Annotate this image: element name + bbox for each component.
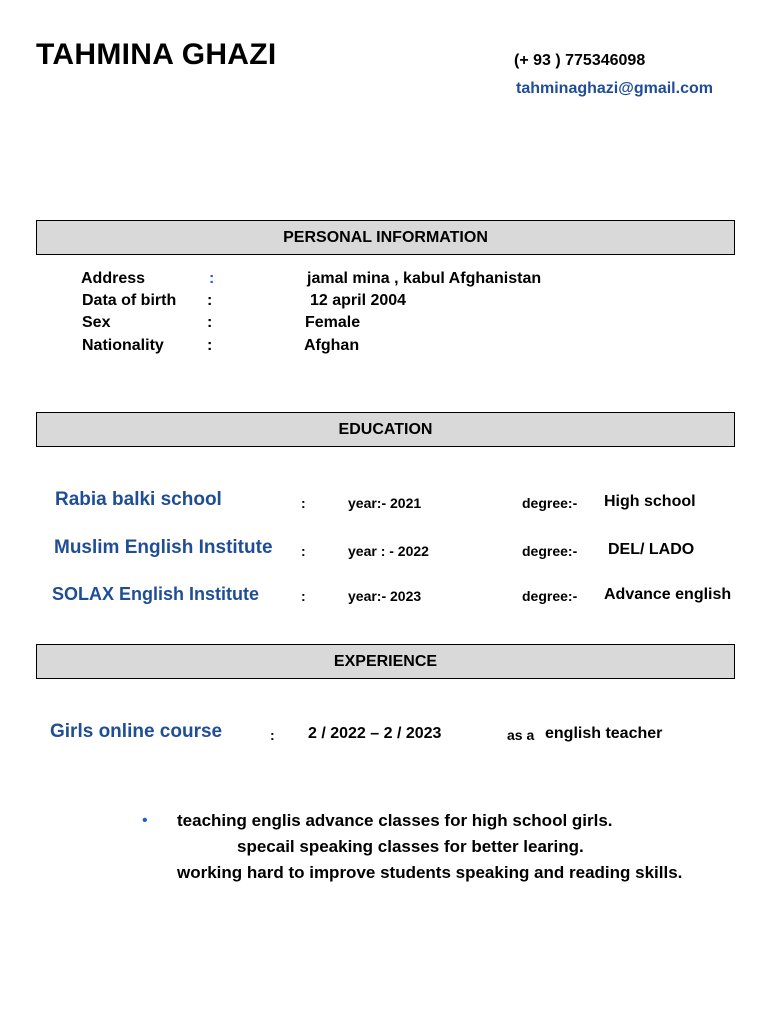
education-colon: : (301, 588, 306, 604)
section-header-education (36, 412, 735, 447)
education-degree-label: degree:- (522, 588, 578, 604)
section-header-personal (36, 220, 735, 255)
education-degree: Advance english (604, 586, 732, 603)
sex-label: Sex (82, 314, 111, 331)
education-degree: High school (604, 493, 696, 510)
dob-value: 12 april 2004 (310, 292, 407, 309)
address-colon: : (209, 270, 215, 287)
education-institution: SOLAX English Institute (52, 584, 260, 604)
duty-line: teaching englis advance classes for high school girls. (177, 811, 613, 830)
address-label: Address (81, 270, 146, 287)
section-title: EXPERIENCE (333, 652, 438, 670)
experience-colon: : (270, 727, 275, 743)
duty-line: working hard to improve students speaking and reading skills. (177, 863, 683, 882)
education-colon: : (301, 543, 306, 559)
dob-label: Data of birth (82, 292, 177, 309)
education-degree-label: degree:- (522, 495, 578, 511)
education-colon: : (301, 495, 306, 511)
nationality-colon: : (207, 337, 213, 354)
education-degree-label: degree:- (522, 543, 578, 559)
experience-title: Girls online course (50, 721, 223, 742)
education-year: year:- 2023 (348, 588, 422, 604)
bullet-icon: • (142, 812, 148, 829)
section-header-experience (36, 644, 735, 679)
section-title: PERSONAL INFORMATION (283, 228, 488, 246)
email-address[interactable]: tahminaghazi@gmail.com (516, 80, 713, 97)
nationality-label: Nationality (82, 337, 164, 354)
experience-role-prefix: as a (507, 727, 535, 743)
education-institution: Rabia balki school (55, 489, 222, 510)
education-year: year:- 2021 (348, 495, 422, 511)
sex-value: Female (305, 314, 361, 331)
education-institution: Muslim English Institute (54, 537, 273, 558)
experience-period: 2 / 2022 – 2 / 2023 (308, 725, 442, 742)
nationality-value: Afghan (304, 337, 360, 354)
experience-role: english teacher (545, 725, 663, 742)
education-year: year : - 2022 (348, 543, 429, 559)
address-value: jamal mina , kabul Afghanistan (307, 270, 542, 287)
phone-number: (+ 93 ) 775346098 (514, 52, 646, 69)
dob-colon: : (207, 292, 213, 309)
education-degree: DEL/ LADO (608, 541, 695, 558)
resume-name: TAHMINA GHAZI (36, 38, 277, 71)
sex-colon: : (207, 314, 213, 331)
duty-line: specail speaking classes for better learing. (237, 837, 584, 856)
section-title: EDUCATION (338, 420, 433, 438)
